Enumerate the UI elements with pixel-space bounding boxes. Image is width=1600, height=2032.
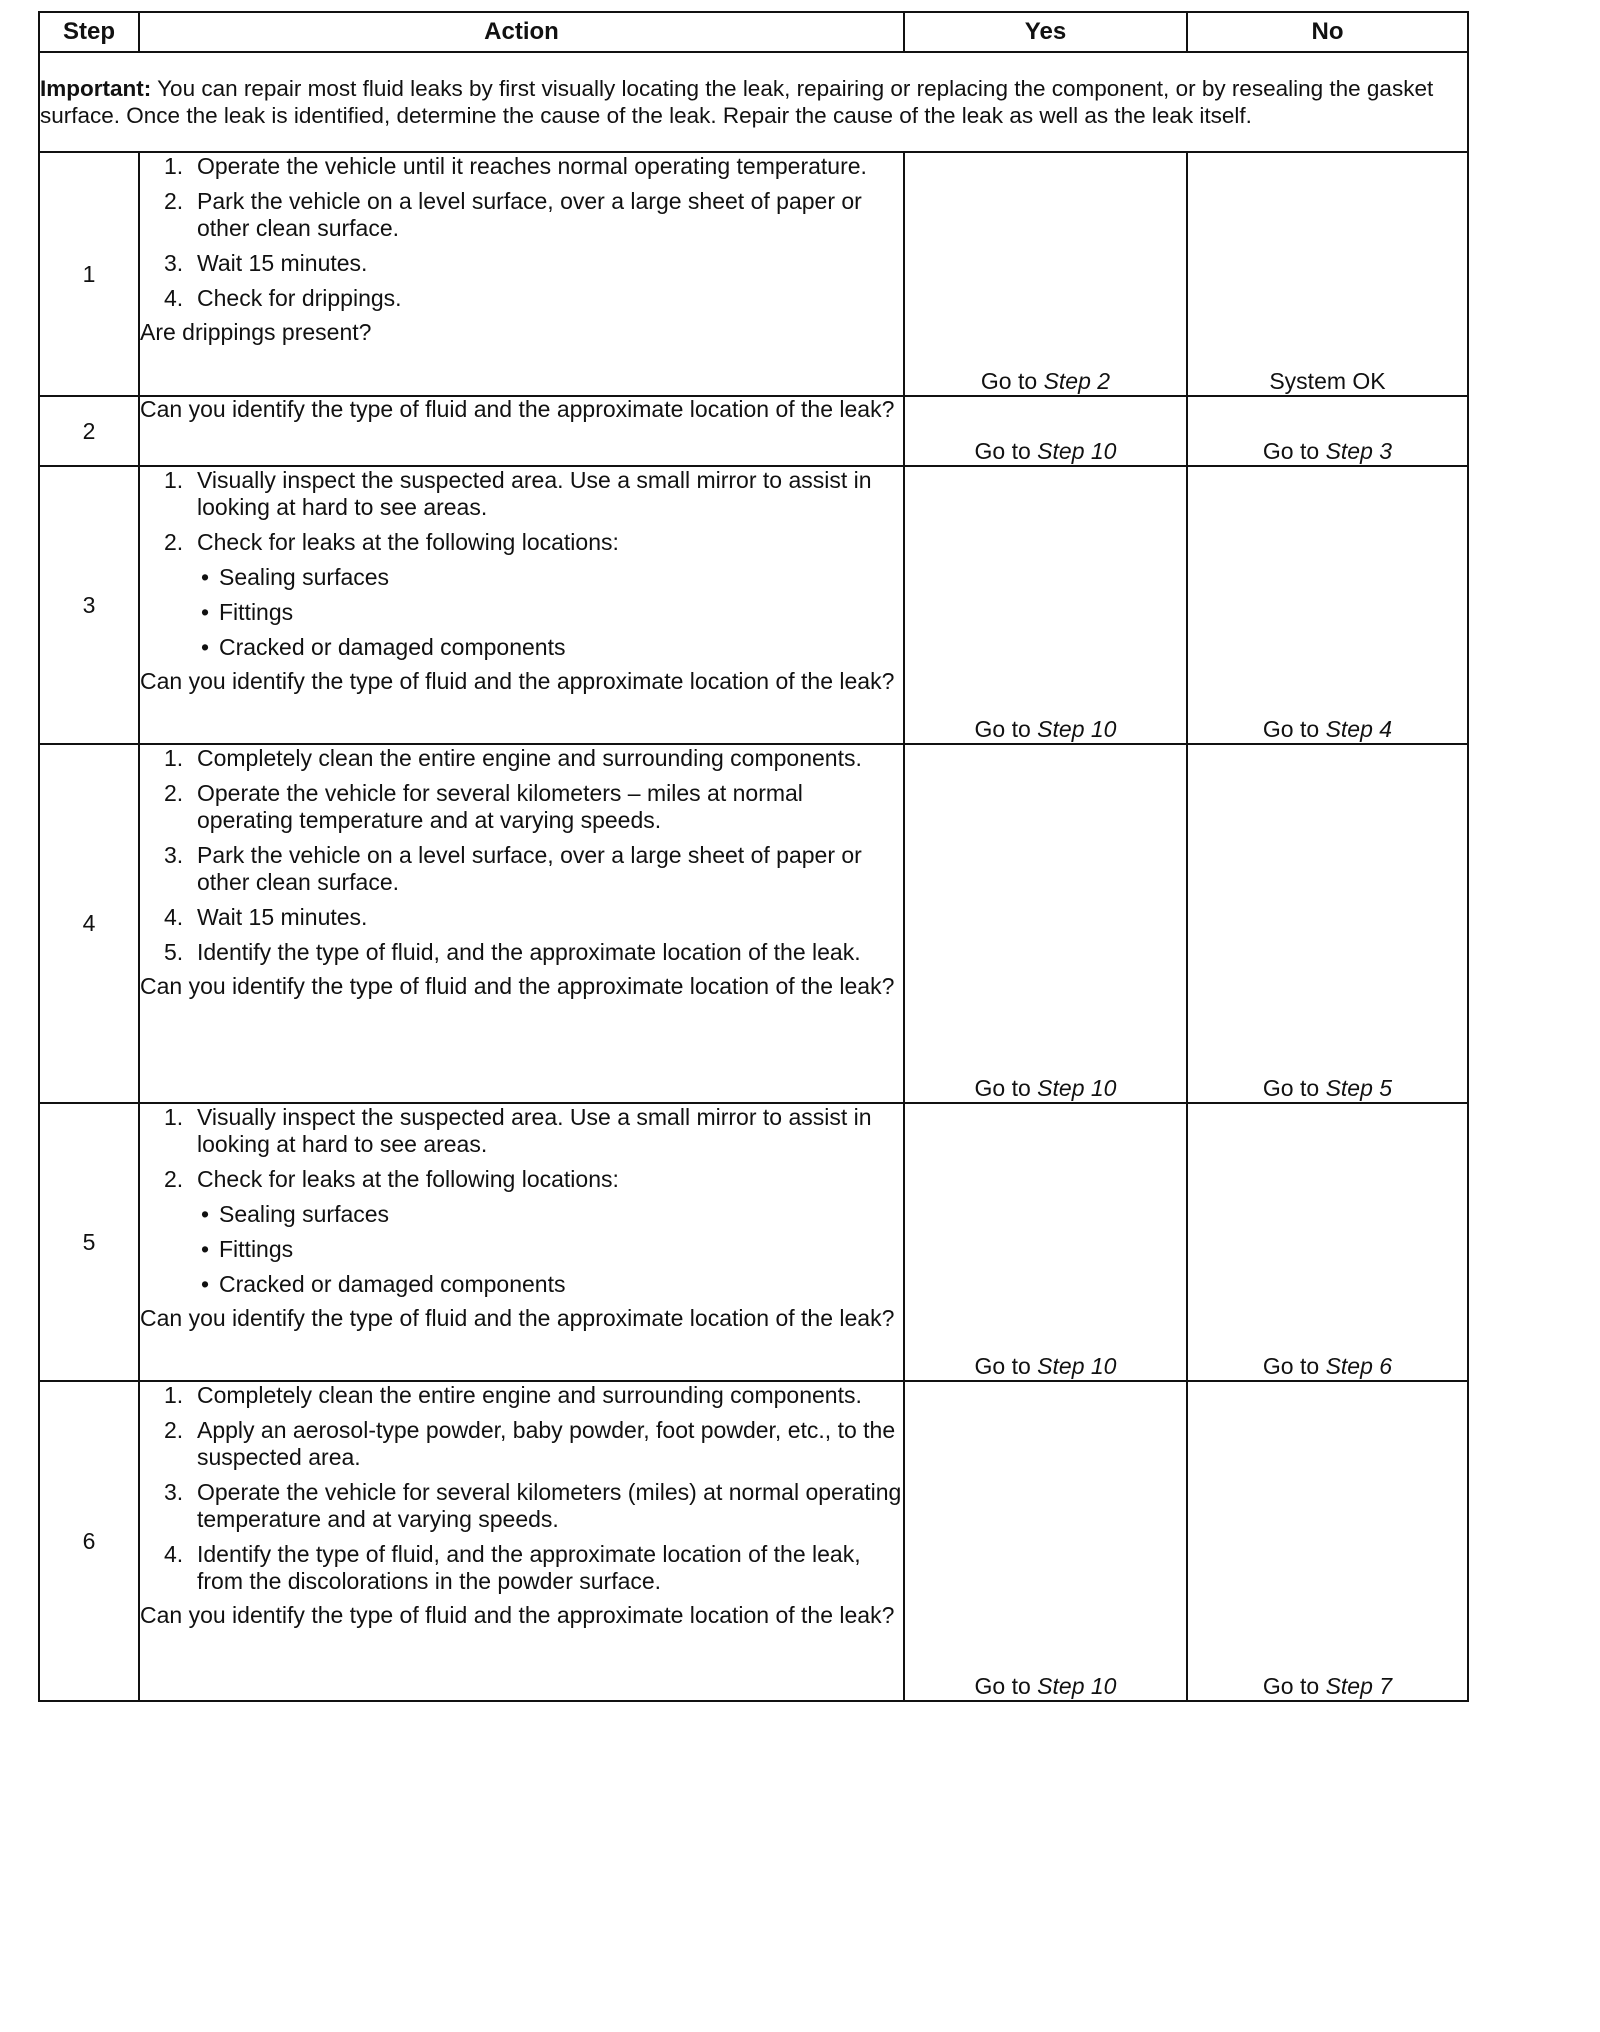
yes-result-prefix: Go to <box>974 1353 1038 1379</box>
action-item <box>164 250 903 277</box>
action-item-number: 2. <box>164 529 184 555</box>
action-item-number: 5. <box>164 939 184 965</box>
step-number: 5 <box>39 1103 139 1381</box>
action-item <box>164 467 903 521</box>
action-item-text: Visually inspect the suspected area. Use a small mirror to assist in looking at hard to see areas. <box>197 1104 872 1157</box>
table-row <box>39 466 1468 744</box>
action-item <box>164 780 903 834</box>
no-result <box>1187 744 1468 1103</box>
question-text: Are drippings present? <box>140 319 372 345</box>
yes-result <box>904 1103 1187 1381</box>
action-item-number: 4. <box>164 904 184 930</box>
yes-result <box>904 396 1187 466</box>
important-text: You can repair most fluid leaks by first visually locating the leak, repairing or replacing the component, or by resealing the gasket surface. Once the leak is identified, determine the cause of the leak. Repair the cause of the leak as well as the leak itself. <box>40 76 1434 128</box>
action-list <box>140 153 903 312</box>
important-note <box>39 52 1468 152</box>
action-item-text: Park the vehicle on a level surface, over a large sheet of paper or other clean surface. <box>197 842 862 895</box>
action-item-text: Completely clean the entire engine and surrounding components. <box>197 745 862 771</box>
action-item <box>164 1166 903 1298</box>
yes-result-step-link: Step 10 <box>1037 1075 1117 1101</box>
header-step: Step <box>39 12 139 52</box>
question-text: Can you identify the type of fluid and the approximate location of the leak? <box>140 668 895 694</box>
action-list <box>140 1104 903 1298</box>
action-item-text: Wait 15 minutes. <box>197 250 368 276</box>
no-result <box>1187 1103 1468 1381</box>
location-item: • Fittings <box>197 599 903 626</box>
action-item <box>164 1104 903 1158</box>
action-item-text: Wait 15 minutes. <box>197 904 368 930</box>
action-cell <box>139 1381 904 1701</box>
action-item <box>164 842 903 896</box>
step-number: 3 <box>39 466 139 744</box>
action-item-text: Operate the vehicle for several kilometers (miles) at normal operating temperature and at varying speeds. <box>197 1479 902 1532</box>
yes-result-step-link: Step 10 <box>1037 716 1117 742</box>
yes-result-step-link: Step 10 <box>1037 1673 1117 1699</box>
action-item <box>164 1417 903 1471</box>
action-item-text: Check for leaks at the following locations: <box>197 529 619 555</box>
question-text: Can you identify the type of fluid and the approximate location of the leak? <box>140 973 895 999</box>
action-item-number: 2. <box>164 188 184 214</box>
action-list <box>140 745 903 966</box>
action-item-text: Operate the vehicle until it reaches normal operating temperature. <box>197 153 867 179</box>
action-item <box>164 285 903 312</box>
step-number: 1 <box>39 152 139 396</box>
no-result-step-link: Step 3 <box>1325 438 1393 464</box>
action-item-number: 1. <box>164 1382 184 1408</box>
important-row <box>39 52 1468 152</box>
action-item <box>164 188 903 242</box>
action-cell <box>139 396 904 466</box>
action-item-number: 2. <box>164 1417 184 1443</box>
table-row <box>39 1381 1468 1701</box>
action-item-number: 3. <box>164 1479 184 1505</box>
action-item-number: 3. <box>164 250 184 276</box>
no-result-prefix: Go to <box>1262 1353 1326 1379</box>
no-result <box>1187 466 1468 744</box>
action-item-number: 1. <box>164 153 184 179</box>
location-item: • Fittings <box>197 1236 903 1263</box>
header-row <box>39 12 1468 52</box>
location-item: • Sealing surfaces <box>197 564 903 591</box>
yes-result-prefix: Go to <box>974 438 1038 464</box>
action-item-text: Apply an aerosol-type powder, baby powder, foot powder, etc., to the suspected area. <box>197 1417 896 1470</box>
no-result-step-link: Step 5 <box>1325 1075 1393 1101</box>
action-item-number: 2. <box>164 1166 184 1192</box>
no-result-step-link: Step 6 <box>1325 1353 1393 1379</box>
action-item-text: Identify the type of fluid, and the approximate location of the leak. <box>197 939 861 965</box>
yes-result-step-link: Step 10 <box>1037 438 1117 464</box>
action-item-text: Park the vehicle on a level surface, over a large sheet of paper or other clean surface. <box>197 188 862 241</box>
table-row <box>39 396 1468 466</box>
step-number: 2 <box>39 396 139 466</box>
yes-result-prefix: Go to <box>980 368 1044 394</box>
action-item-number: 4. <box>164 1541 184 1567</box>
no-result <box>1187 396 1468 466</box>
no-result-prefix: System OK <box>1269 368 1386 394</box>
no-result-prefix: Go to <box>1262 716 1326 742</box>
action-item <box>164 745 903 772</box>
yes-result-prefix: Go to <box>974 1673 1038 1699</box>
action-item-text: Completely clean the entire engine and surrounding components. <box>197 1382 862 1408</box>
action-item <box>164 529 903 661</box>
action-item-text: Operate the vehicle for several kilometers – miles at normal operating temperature and at varying speeds. <box>197 780 803 833</box>
no-result-prefix: Go to <box>1262 438 1326 464</box>
location-list <box>197 1201 903 1298</box>
header-no: No <box>1187 12 1468 52</box>
action-item-text: Identify the type of fluid, and the approximate location of the leak, from the discolorations in the powder surface. <box>197 1541 861 1594</box>
diagnostic-table <box>38 11 1469 1702</box>
action-list <box>140 467 903 661</box>
step-number: 4 <box>39 744 139 1103</box>
question-text: Can you identify the type of fluid and the approximate location of the leak? <box>140 396 895 422</box>
step-number: 6 <box>39 1381 139 1701</box>
action-item-number: 2. <box>164 780 184 806</box>
action-item-number: 1. <box>164 1104 184 1130</box>
no-result-prefix: Go to <box>1262 1673 1326 1699</box>
no-result <box>1187 1381 1468 1701</box>
action-item-text: Visually inspect the suspected area. Use a small mirror to assist in looking at hard to see areas. <box>197 467 872 520</box>
action-item-number: 1. <box>164 467 184 493</box>
yes-result-step-link: Step 10 <box>1037 1353 1117 1379</box>
header-yes: Yes <box>904 12 1187 52</box>
yes-result-prefix: Go to <box>974 1075 1038 1101</box>
location-list <box>197 564 903 661</box>
action-cell <box>139 466 904 744</box>
yes-result <box>904 152 1187 396</box>
action-item-number: 3. <box>164 842 184 868</box>
yes-result <box>904 466 1187 744</box>
table-row <box>39 744 1468 1103</box>
no-result <box>1187 152 1468 396</box>
no-result-step-link: Step 4 <box>1325 716 1393 742</box>
yes-result-step-link: Step 2 <box>1043 368 1111 394</box>
action-cell <box>139 744 904 1103</box>
yes-result-prefix: Go to <box>974 716 1038 742</box>
action-item <box>164 1541 903 1595</box>
action-item-text: Check for leaks at the following locations: <box>197 1166 619 1192</box>
table-row <box>39 1103 1468 1381</box>
action-item-number: 1. <box>164 745 184 771</box>
action-item-text: Check for drippings. <box>197 285 402 311</box>
no-result-prefix: Go to <box>1262 1075 1326 1101</box>
question-text: Can you identify the type of fluid and the approximate location of the leak? <box>140 1602 895 1628</box>
table-row <box>39 152 1468 396</box>
location-item: • Sealing surfaces <box>197 1201 903 1228</box>
action-item <box>164 153 903 180</box>
action-cell <box>139 152 904 396</box>
action-item <box>164 939 903 966</box>
action-item <box>164 1479 903 1533</box>
no-result-step-link: Step 7 <box>1325 1673 1393 1699</box>
yes-result <box>904 744 1187 1103</box>
action-list <box>140 1382 903 1595</box>
action-item <box>164 904 903 931</box>
location-item: • Cracked or damaged components <box>197 1271 903 1298</box>
location-item: • Cracked or damaged components <box>197 634 903 661</box>
important-label: Important: <box>40 76 152 101</box>
action-cell <box>139 1103 904 1381</box>
action-item-number: 4. <box>164 285 184 311</box>
header-action: Action <box>139 12 904 52</box>
action-item <box>164 1382 903 1409</box>
yes-result <box>904 1381 1187 1701</box>
question-text: Can you identify the type of fluid and the approximate location of the leak? <box>140 1305 895 1331</box>
